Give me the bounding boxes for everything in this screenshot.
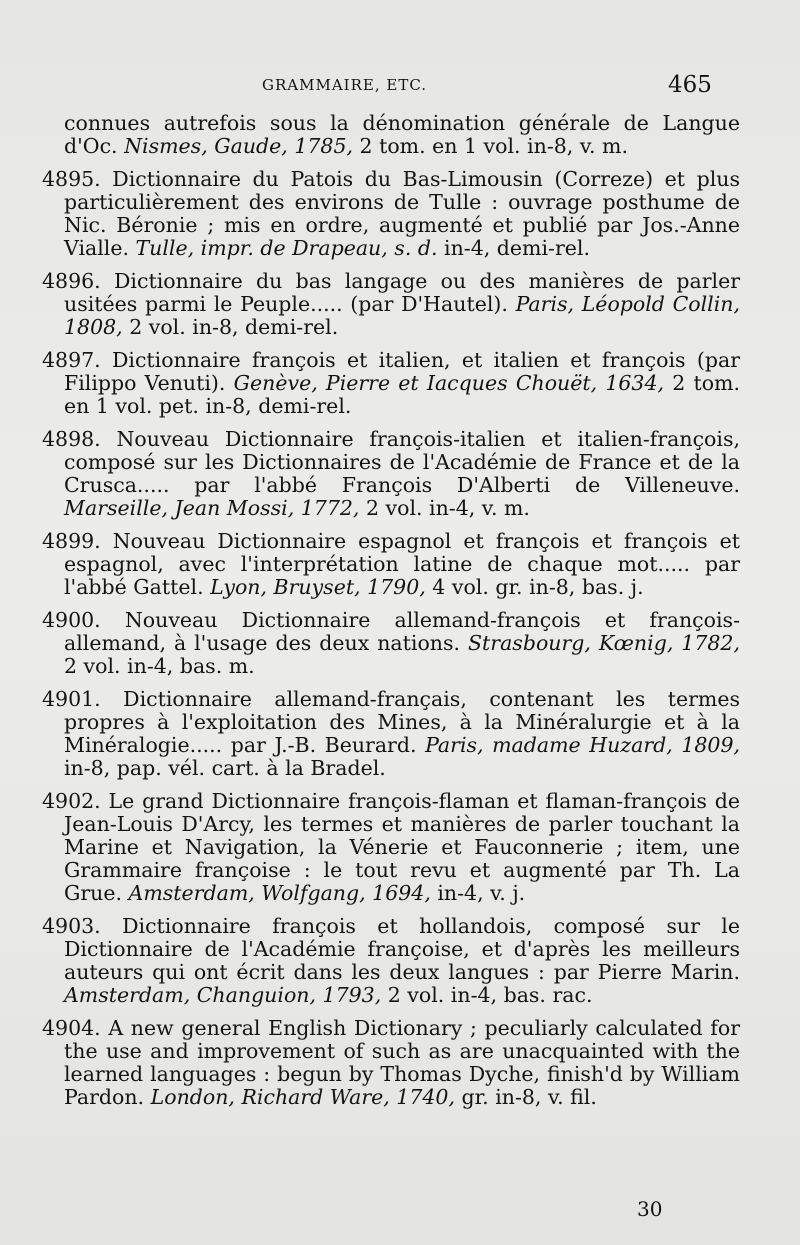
- entry-number: 4904.: [42, 1016, 101, 1040]
- entry-4900: [42, 609, 740, 678]
- entry-4903: [42, 915, 740, 1007]
- entry-tail: in-8, pap. vél. cart. à la Bradel.: [64, 756, 386, 780]
- entry-imprint: Lyon, Bruyset, 1790,: [210, 575, 426, 599]
- entry-tail: 2 tom. en 1 vol. pet. in-8, demi-rel.: [64, 371, 740, 418]
- entry-imprint: Amsterdam, Wolfgang, 1694,: [128, 881, 431, 905]
- entry-text: Dictionnaire du bas langage ou des manières de parler usitées parmi le Peuple..... (par D'Hautel).: [64, 269, 740, 316]
- entry-imprint: Strasbourg, Kœnig, 1782,: [468, 631, 740, 655]
- entry-tail: 2 vol. in-4, v. m.: [359, 496, 530, 520]
- entry-text: Dictionnaire françois et hollandois, composé sur le Dictionnaire de l'Académie françoise, et d'après les meilleurs auteurs qui ont écrit dans les deux langues : par Pierre Marin.: [64, 914, 740, 984]
- entry-imprint: Paris, madame Huzard, 1809,: [425, 733, 741, 757]
- entry-number: 4898.: [42, 427, 101, 451]
- entry-text: Nouveau Dictionnaire espagnol et françois et françois et espagnol, avec l'interprétation latine de chaque mot..... par l'abbé Gattel.: [64, 529, 740, 599]
- entry-4902: [42, 790, 740, 905]
- entry-4899: [42, 530, 740, 599]
- entry-number: 4901.: [42, 687, 101, 711]
- entry-tail: in-4, demi-rel.: [437, 236, 590, 260]
- entry-number: 4896.: [42, 269, 101, 293]
- entry-number: 4897.: [42, 348, 101, 372]
- entry-text: Nouveau Dictionnaire françois-italien et italien-françois, composé sur les Dictionnaires de l'Académie de France et de la Crusca..... par l'abbé François D'Alberti de Villeneuve.: [64, 427, 740, 497]
- entry-imprint: Amsterdam, Changuion, 1793,: [64, 983, 382, 1007]
- running-head: GRAMMAIRE, ETC.: [262, 76, 428, 94]
- entry-4904: [42, 1017, 740, 1109]
- entry-imprint: Paris, Léopold Collin, 1808,: [64, 292, 740, 339]
- entry-text: Dictionnaire françois et italien, et italien et françois (par Filippo Venuti).: [64, 348, 740, 395]
- entry-imprint: Tulle, impr. de Drapeau, s. d.: [135, 236, 438, 260]
- entry-text: Dictionnaire du Patois du Bas-Limousin (Correze) et plus particulièrement des environs de Tulle : ouvrage posthume de Nic. Béronie ; mis en ordre, augmenté et publié par Jos.-Anne Vialle.: [64, 167, 740, 260]
- entry-imprint: Marseille, Jean Mossi, 1772,: [64, 496, 360, 520]
- entry-4896: [42, 270, 740, 339]
- entry-4901: [42, 688, 740, 780]
- entry-tail: in-4, v. j.: [430, 881, 526, 905]
- entry-tail: 2 tom. en 1 vol. in-8, v. m.: [353, 134, 628, 158]
- catalogue-text: [42, 112, 740, 1119]
- entry-number: 4903.: [42, 914, 101, 938]
- entry-number: 4895.: [42, 167, 101, 191]
- entry-number: 4900.: [42, 608, 101, 632]
- entry-number: 4902.: [42, 789, 101, 813]
- entry-imprint: Nismes, Gaude, 1785,: [124, 134, 354, 158]
- entry-tail: 2 vol. in-4, bas. m.: [64, 654, 255, 678]
- entry-tail: gr. in-8, v. fil.: [454, 1085, 597, 1109]
- entry-tail: 2 vol. in-8, demi-rel.: [122, 315, 339, 339]
- entry-continuation: [42, 112, 740, 158]
- entry-4895: [42, 168, 740, 260]
- signature-mark: 30: [637, 1197, 663, 1221]
- entry-text: A new general English Dictionary ; peculiarly calculated for the use and improvement of such as are unacquainted with the learned languages : begun by Thomas Dyche, finish'd by William Pardon.: [64, 1016, 740, 1109]
- entry-imprint: London, Richard Ware, 1740,: [150, 1085, 455, 1109]
- entry-text: Dictionnaire allemand-français, contenant les termes propres à l'exploitation des Mines, à la Minéralurgie et à la Minéralogie..... par J.-B. Beurard.: [64, 687, 740, 757]
- page-header: [0, 74, 800, 104]
- entry-text: Nouveau Dictionnaire allemand-françois et françois-allemand, à l'usage des deux nations.: [64, 608, 740, 655]
- entry-4898: [42, 428, 740, 520]
- entry-text: Le grand Dictionnaire françois-flaman et flaman-françois de Jean-Louis D'Arcy, les termes et manières de parler touchant la Marine et Navigation, la Vénerie et Fauconnerie ; item, une Grammaire françoise : le tout revu et augmenté par Th. La Grue.: [64, 789, 740, 905]
- entry-text: connues autrefois sous la dénomination générale de Langue d'Oc.: [64, 111, 740, 158]
- entry-imprint: Genève, Pierre et Iacques Chouët, 1634,: [233, 371, 665, 395]
- entry-number: 4899.: [42, 529, 101, 553]
- entry-tail: 4 vol. gr. in-8, bas. j.: [425, 575, 644, 599]
- page-number: 465: [668, 72, 712, 98]
- entry-4897: [42, 349, 740, 418]
- entry-tail: 2 vol. in-4, bas. rac.: [381, 983, 593, 1007]
